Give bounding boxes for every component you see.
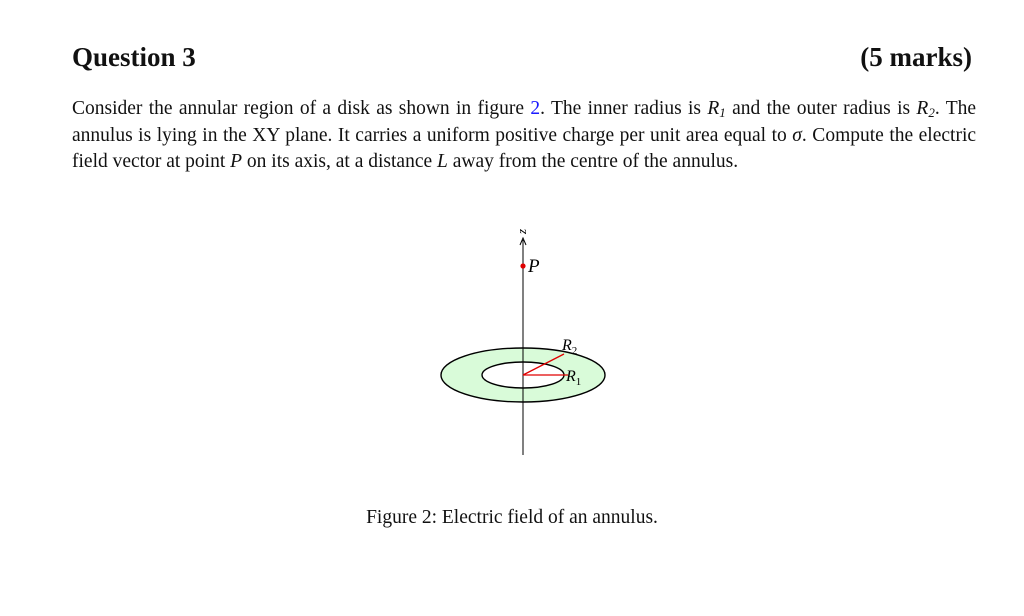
text-segment: away from the centre of the annulus.	[452, 151, 739, 172]
question-text	[72, 96, 976, 176]
point-p-marker	[520, 263, 525, 268]
text-segment: and the outer radius is	[732, 98, 911, 119]
question-marks: (5 marks)	[860, 42, 972, 72]
math-sigma: σ	[792, 124, 802, 146]
math-r2: $R_2$	[916, 98, 935, 120]
figure-reference-link[interactable]: 2	[530, 98, 541, 119]
z-axis-label: z	[514, 228, 529, 234]
point-p-label: P	[528, 256, 540, 277]
annulus-figure	[420, 218, 630, 463]
annulus-diagram	[420, 218, 630, 463]
question-title: Question 3	[72, 42, 196, 72]
text-segment: Consider the annular region of a disk as shown in figure	[72, 98, 525, 119]
math-r1: $R_1$	[707, 98, 726, 120]
text-segment: . Compute the electric field vector at point	[72, 124, 977, 172]
text-segment: . The inner radius is	[540, 98, 702, 119]
text-segment: . The annulus is lying in the XY plane. It carries a uniform positive charge per unit area equal to	[72, 98, 977, 146]
figure-caption: Figure 2: Electric field of an annulus.	[366, 507, 658, 528]
r1-label: $R_1$	[566, 368, 582, 388]
question-header	[72, 42, 972, 82]
math-l: L	[437, 151, 448, 172]
text-segment: on its axis, at a distance	[246, 151, 433, 172]
r2-label: $R_2$	[562, 337, 578, 357]
math-p: P	[230, 151, 243, 172]
